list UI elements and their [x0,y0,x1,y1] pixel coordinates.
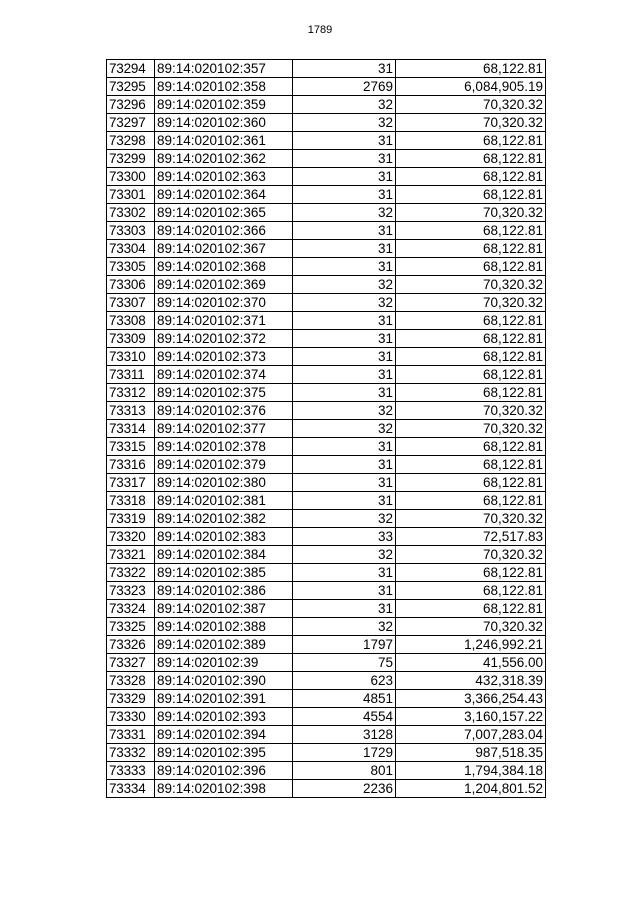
cadastral-value-cell: 68,122.81 [396,258,546,276]
row-number-cell: 73295 [107,78,155,96]
area-cell: 32 [293,402,396,420]
area-cell: 2236 [293,780,396,798]
area-cell: 31 [293,348,396,366]
row-number-cell: 73303 [107,222,155,240]
table-row [107,348,546,366]
cadastral-value-cell: 432,318.39 [396,672,546,690]
cadastral-value-cell: 68,122.81 [396,168,546,186]
cadastral-number-cell: 89:14:020102:370 [155,294,293,312]
row-number-cell: 73314 [107,420,155,438]
cadastral-number-cell: 89:14:020102:387 [155,600,293,618]
cadastral-number-cell: 89:14:020102:368 [155,258,293,276]
cadastral-number-cell: 89:14:020102:395 [155,744,293,762]
table-row [107,600,546,618]
cadastral-number-cell: 89:14:020102:379 [155,456,293,474]
cadastral-number-cell: 89:14:020102:39 [155,654,293,672]
cadastral-value-cell: 41,556.00 [396,654,546,672]
cadastral-number-cell: 89:14:020102:380 [155,474,293,492]
cadastral-value-cell: 68,122.81 [396,132,546,150]
cadastral-number-cell: 89:14:020102:393 [155,708,293,726]
area-cell: 31 [293,330,396,348]
cadastral-number-cell: 89:14:020102:372 [155,330,293,348]
table-row [107,240,546,258]
row-number-cell: 73323 [107,582,155,600]
cadastral-number-cell: 89:14:020102:360 [155,114,293,132]
area-cell: 31 [293,60,396,78]
cadastral-number-cell: 89:14:020102:386 [155,582,293,600]
row-number-cell: 73322 [107,564,155,582]
cadastral-value-cell: 7,007,283.04 [396,726,546,744]
area-cell: 2769 [293,78,396,96]
table-row [107,276,546,294]
table-row [107,420,546,438]
cadastral-number-cell: 89:14:020102:364 [155,186,293,204]
cadastral-number-cell: 89:14:020102:391 [155,690,293,708]
page-number: 1789 [307,24,333,36]
cadastral-value-cell: 70,320.32 [396,546,546,564]
row-number-cell: 73317 [107,474,155,492]
cadastral-value-cell: 70,320.32 [396,618,546,636]
area-cell: 32 [293,546,396,564]
table-row [107,96,546,114]
area-cell: 1729 [293,744,396,762]
cadastral-value-cell: 68,122.81 [396,348,546,366]
area-cell: 31 [293,240,396,258]
cadastral-number-cell: 89:14:020102:398 [155,780,293,798]
area-cell: 31 [293,384,396,402]
cadastral-value-cell: 1,204,801.52 [396,780,546,798]
cadastral-number-cell: 89:14:020102:373 [155,348,293,366]
area-cell: 32 [293,294,396,312]
row-number-cell: 73331 [107,726,155,744]
row-number-cell: 73334 [107,780,155,798]
row-number-cell: 73316 [107,456,155,474]
cadastral-number-cell: 89:14:020102:389 [155,636,293,654]
cadastral-value-cell: 70,320.32 [396,276,546,294]
row-number-cell: 73333 [107,762,155,780]
table-row [107,366,546,384]
row-number-cell: 73319 [107,510,155,528]
cadastral-value-cell: 68,122.81 [396,492,546,510]
cadastral-number-cell: 89:14:020102:371 [155,312,293,330]
cadastral-table [106,59,546,798]
area-cell: 32 [293,204,396,222]
table-row [107,510,546,528]
cadastral-value-cell: 68,122.81 [396,384,546,402]
area-cell: 32 [293,618,396,636]
cadastral-value-cell: 70,320.32 [396,510,546,528]
row-number-cell: 73306 [107,276,155,294]
cadastral-value-cell: 3,366,254.43 [396,690,546,708]
row-number-cell: 73321 [107,546,155,564]
cadastral-value-cell: 68,122.81 [396,60,546,78]
area-cell: 31 [293,312,396,330]
cadastral-number-cell: 89:14:020102:361 [155,132,293,150]
table-row [107,204,546,222]
cadastral-value-cell: 70,320.32 [396,402,546,420]
cadastral-number-cell: 89:14:020102:390 [155,672,293,690]
cadastral-number-cell: 89:14:020102:394 [155,726,293,744]
table-row [107,312,546,330]
table-row [107,528,546,546]
table-row [107,654,546,672]
table-row [107,438,546,456]
cadastral-value-cell: 68,122.81 [396,456,546,474]
cadastral-number-cell: 89:14:020102:381 [155,492,293,510]
area-cell: 31 [293,564,396,582]
row-number-cell: 73326 [107,636,155,654]
cadastral-value-cell: 68,122.81 [396,222,546,240]
table-row [107,186,546,204]
area-cell: 31 [293,222,396,240]
cadastral-value-cell: 68,122.81 [396,366,546,384]
area-cell: 31 [293,600,396,618]
row-number-cell: 73309 [107,330,155,348]
table-row [107,60,546,78]
row-number-cell: 73328 [107,672,155,690]
table-row [107,150,546,168]
table-row [107,582,546,600]
table-row [107,456,546,474]
cadastral-number-cell: 89:14:020102:367 [155,240,293,258]
area-cell: 31 [293,366,396,384]
cadastral-number-cell: 89:14:020102:357 [155,60,293,78]
row-number-cell: 73302 [107,204,155,222]
area-cell: 801 [293,762,396,780]
row-number-cell: 73332 [107,744,155,762]
cadastral-number-cell: 89:14:020102:376 [155,402,293,420]
cadastral-value-cell: 987,518.35 [396,744,546,762]
area-cell: 32 [293,276,396,294]
table-row [107,168,546,186]
cadastral-number-cell: 89:14:020102:385 [155,564,293,582]
area-cell: 31 [293,150,396,168]
cadastral-number-cell: 89:14:020102:369 [155,276,293,294]
cadastral-number-cell: 89:14:020102:384 [155,546,293,564]
cadastral-value-cell: 68,122.81 [396,312,546,330]
area-cell: 31 [293,456,396,474]
area-cell: 3128 [293,726,396,744]
cadastral-number-cell: 89:14:020102:362 [155,150,293,168]
cadastral-value-cell: 68,122.81 [396,186,546,204]
table-row [107,474,546,492]
cadastral-value-cell: 70,320.32 [396,114,546,132]
cadastral-value-cell: 70,320.32 [396,420,546,438]
cadastral-value-cell: 68,122.81 [396,240,546,258]
table-row [107,258,546,276]
table-row [107,78,546,96]
table-row [107,294,546,312]
table-row [107,726,546,744]
cadastral-number-cell: 89:14:020102:378 [155,438,293,456]
area-cell: 31 [293,258,396,276]
table-row [107,708,546,726]
table-row [107,690,546,708]
cadastral-number-cell: 89:14:020102:358 [155,78,293,96]
row-number-cell: 73327 [107,654,155,672]
row-number-cell: 73329 [107,690,155,708]
area-cell: 4554 [293,708,396,726]
table-row [107,222,546,240]
cadastral-value-cell: 1,246,992.21 [396,636,546,654]
row-number-cell: 73298 [107,132,155,150]
area-cell: 32 [293,510,396,528]
row-number-cell: 73310 [107,348,155,366]
table-row [107,636,546,654]
area-cell: 33 [293,528,396,546]
row-number-cell: 73324 [107,600,155,618]
table-row [107,618,546,636]
row-number-cell: 73308 [107,312,155,330]
table-row [107,672,546,690]
table-row [107,402,546,420]
cadastral-value-cell: 68,122.81 [396,582,546,600]
area-cell: 31 [293,492,396,510]
cadastral-number-cell: 89:14:020102:388 [155,618,293,636]
table-row [107,114,546,132]
area-cell: 31 [293,132,396,150]
area-cell: 32 [293,114,396,132]
area-cell: 32 [293,96,396,114]
row-number-cell: 73300 [107,168,155,186]
row-number-cell: 73330 [107,708,155,726]
row-number-cell: 73301 [107,186,155,204]
table-row [107,546,546,564]
row-number-cell: 73296 [107,96,155,114]
row-number-cell: 73315 [107,438,155,456]
cadastral-value-cell: 3,160,157.22 [396,708,546,726]
table-row [107,744,546,762]
cadastral-number-cell: 89:14:020102:396 [155,762,293,780]
area-cell: 1797 [293,636,396,654]
table-row [107,330,546,348]
cadastral-number-cell: 89:14:020102:366 [155,222,293,240]
area-cell: 31 [293,438,396,456]
cadastral-number-cell: 89:14:020102:375 [155,384,293,402]
table-row [107,780,546,798]
row-number-cell: 73320 [107,528,155,546]
cadastral-number-cell: 89:14:020102:365 [155,204,293,222]
cadastral-value-cell: 70,320.32 [396,204,546,222]
cadastral-value-cell: 68,122.81 [396,150,546,168]
row-number-cell: 73294 [107,60,155,78]
cadastral-number-cell: 89:14:020102:383 [155,528,293,546]
table-row [107,762,546,780]
row-number-cell: 73307 [107,294,155,312]
row-number-cell: 73305 [107,258,155,276]
table-row [107,384,546,402]
table-row [107,564,546,582]
area-cell: 31 [293,186,396,204]
row-number-cell: 73304 [107,240,155,258]
row-number-cell: 73297 [107,114,155,132]
area-cell: 31 [293,582,396,600]
table-row [107,492,546,510]
row-number-cell: 73312 [107,384,155,402]
row-number-cell: 73313 [107,402,155,420]
table-row [107,132,546,150]
cadastral-value-cell: 68,122.81 [396,564,546,582]
area-cell: 623 [293,672,396,690]
area-cell: 75 [293,654,396,672]
cadastral-number-cell: 89:14:020102:363 [155,168,293,186]
row-number-cell: 73318 [107,492,155,510]
cadastral-number-cell: 89:14:020102:374 [155,366,293,384]
row-number-cell: 73325 [107,618,155,636]
cadastral-value-cell: 70,320.32 [396,96,546,114]
cadastral-number-cell: 89:14:020102:359 [155,96,293,114]
cadastral-value-cell: 68,122.81 [396,474,546,492]
area-cell: 4851 [293,690,396,708]
cadastral-value-cell: 68,122.81 [396,438,546,456]
cadastral-value-cell: 70,320.32 [396,294,546,312]
area-cell: 32 [293,420,396,438]
area-cell: 31 [293,168,396,186]
cadastral-number-cell: 89:14:020102:382 [155,510,293,528]
row-number-cell: 73311 [107,366,155,384]
cadastral-value-cell: 68,122.81 [396,600,546,618]
cadastral-value-cell: 68,122.81 [396,330,546,348]
cadastral-number-cell: 89:14:020102:377 [155,420,293,438]
cadastral-value-cell: 6,084,905.19 [396,78,546,96]
row-number-cell: 73299 [107,150,155,168]
table-body [107,60,546,798]
area-cell: 31 [293,474,396,492]
cadastral-value-cell: 72,517.83 [396,528,546,546]
cadastral-value-cell: 1,794,384.18 [396,762,546,780]
